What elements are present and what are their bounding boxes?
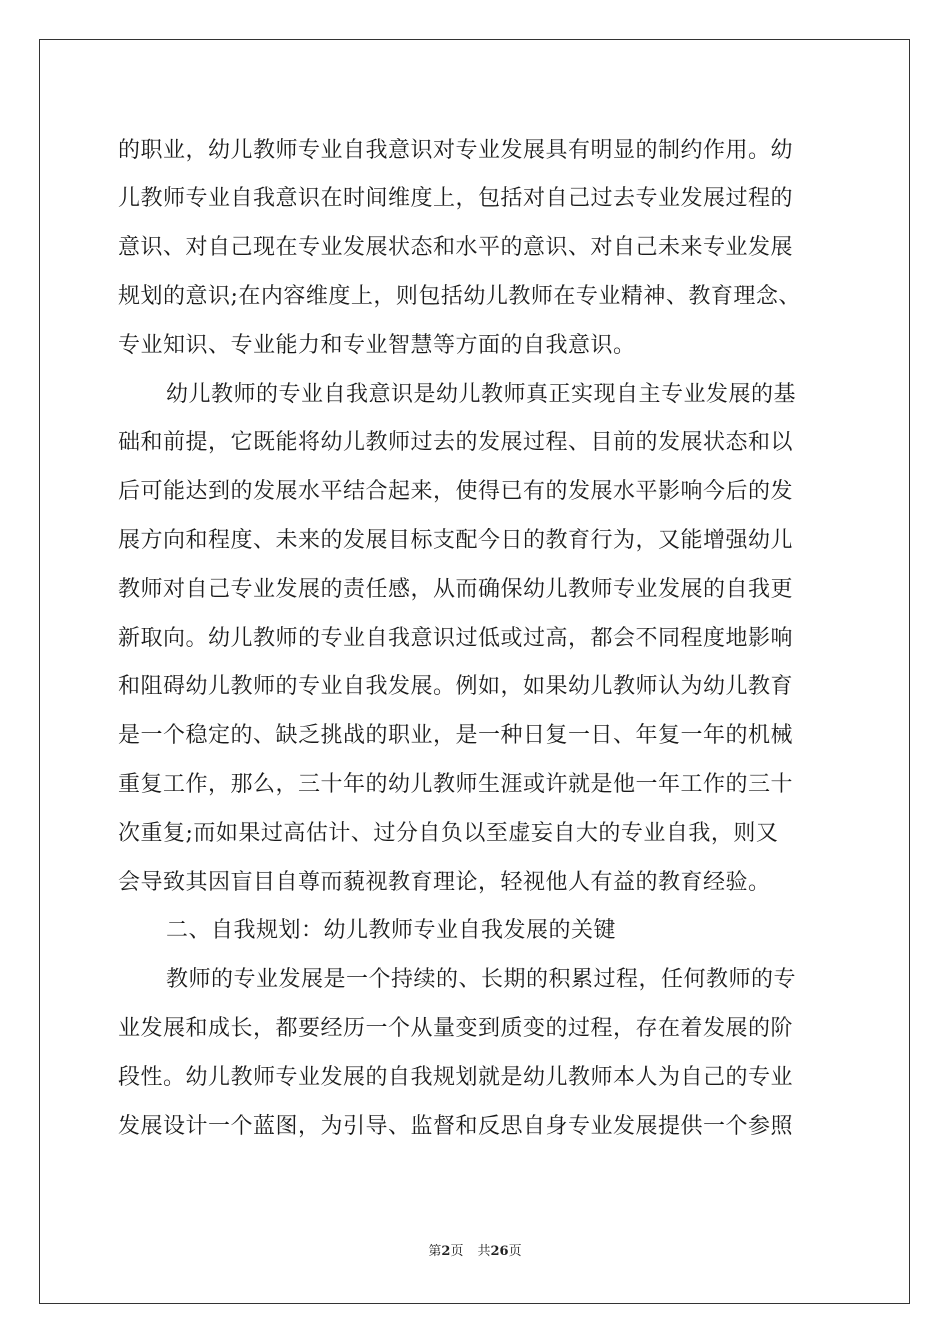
body-text-line: 次重复;而如果过高估计、过分自负以至虚妄自大的专业自我，则又 [118, 821, 779, 846]
paragraph-first-line: 教师的专业发展是一个持续的、长期的积累过程，任何教师的专 [166, 967, 797, 992]
body-text-line: 发展设计一个蓝图，为引导、监督和反思自身专业发展提供一个参照 [118, 1114, 794, 1139]
body-text-line: 的职业，幼儿教师专业自我意识对专业发展具有明显的制约作用。幼 [118, 138, 794, 163]
total-prefix: 共 [477, 1244, 491, 1259]
total-suffix: 页 [508, 1244, 522, 1259]
body-text-line: 是一个稳定的、缺乏挑战的职业，是一种日复一日、年复一年的机械 [118, 723, 794, 748]
body-text-line: 会导致其因盲目自尊而藐视教育理论，轻视他人有益的教育经验。 [118, 870, 771, 895]
body-text-line: 儿教师专业自我意识在时间维度上，包括对自己过去专业发展过程的 [118, 186, 794, 211]
paragraph-first-line: 幼儿教师的专业自我意识是幼儿教师真正实现自主专业发展的基 [166, 382, 797, 407]
body-text-line: 础和前提，它既能将幼儿教师过去的发展过程、目前的发展状态和以 [118, 430, 794, 455]
page-number: 2 [441, 1244, 451, 1259]
body-text-line: 教师对自己专业发展的责任感，从而确保幼儿教师专业发展的自我更 [118, 577, 794, 602]
total-pages: 26 [490, 1244, 509, 1259]
section-heading: 二、自我规划：幼儿教师专业自我发展的关键 [166, 918, 617, 943]
body-text-line: 展方向和程度、未来的发展目标支配今日的教育行为，又能增强幼儿 [118, 528, 794, 553]
body-text-line: 新取向。幼儿教师的专业自我意识过低或过高，都会不同程度地影响 [118, 626, 794, 651]
page-prefix: 第 [428, 1244, 442, 1259]
body-text-line: 重复工作，那么，三十年的幼儿教师生涯或许就是他一年工作的三十 [118, 772, 794, 797]
page-footer [0, 1242, 950, 1262]
body-text-line: 规划的意识;在内容维度上，则包括幼儿教师在专业精神、教育理念、 [118, 284, 801, 309]
body-text-line: 段性。幼儿教师专业发展的自我规划就是幼儿教师本人为自己的专业 [118, 1065, 794, 1090]
body-text-line: 和阻碍幼儿教师的专业自我发展。例如，如果幼儿教师认为幼儿教育 [118, 674, 794, 699]
page-suffix: 页 [450, 1244, 464, 1259]
body-text-line: 业发展和成长，都要经历一个从量变到质变的过程，存在着发展的阶 [118, 1016, 794, 1041]
body-text-line: 后可能达到的发展水平结合起来，使得已有的发展水平影响今后的发 [118, 479, 794, 504]
body-text-line: 意识、对自己现在专业发展状态和水平的意识、对自己未来专业发展 [118, 235, 794, 260]
body-text-line: 专业知识、专业能力和专业智慧等方面的自我意识。 [118, 333, 636, 358]
